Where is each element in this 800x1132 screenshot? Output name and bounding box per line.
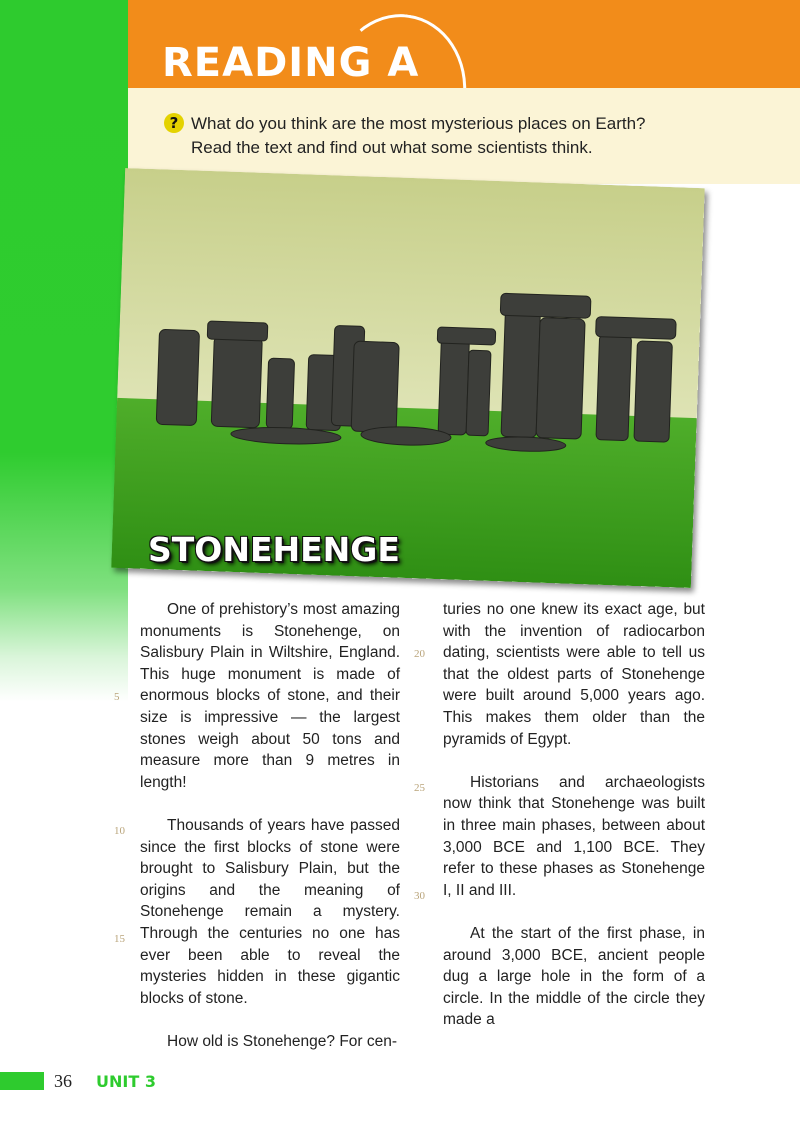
section-title: READING A xyxy=(162,40,420,86)
pre-reading-question xyxy=(191,112,751,160)
paragraph-3: How old is Stonehenge? For cen- xyxy=(167,1032,398,1050)
unit-label: UNIT 3 xyxy=(96,1072,156,1091)
question-mark-icon: ? xyxy=(164,113,184,133)
paragraph-4: Historians and archaeologists now think that Stonehenge was built in three main phases, between about 3,000 BCE and 1,100 BCE. They refer to these phases as Stonehenge I, II and III. xyxy=(443,773,705,899)
line-number: 5 xyxy=(114,691,120,703)
left-green-band xyxy=(0,0,128,1132)
stonehenge-photo xyxy=(111,168,705,588)
line-number: 10 xyxy=(114,825,125,837)
article-column-left xyxy=(140,599,400,1052)
line-number: 15 xyxy=(114,933,125,945)
question-line-2: Read the text and find out what some scientists think. xyxy=(191,138,593,157)
line-number: 20 xyxy=(414,648,425,660)
paragraph-5: At the start of the first phase, in around 3,000 BCE, ancient people dug a large hole in the form of a circle. In the middle of the circle they made a xyxy=(443,924,705,1029)
line-number: 30 xyxy=(414,890,425,902)
article-column-right xyxy=(443,599,705,1031)
paragraph-2: Thousands of years have passed since the first blocks of stone were brought to Salisbury Plain, but the origins and the meaning of Stonehenge remain a mystery. Through the centuries no one has ever been able to reveal the mysteries hidden in these gigantic blocks of stone. xyxy=(140,816,400,1007)
footer-green-bar xyxy=(0,1072,44,1090)
stonehenge-illustration xyxy=(111,168,705,588)
photo-caption: STONEHENGE xyxy=(148,530,400,569)
paragraph-1: One of prehistory’s most amazing monuments is Stonehenge, on Salisbury Plain in Wiltshire, England. This huge monument is made of enormous blocks of stone, and their size is impressive — the largest stones weigh about 50 tons and measure more than 9 metres in length! xyxy=(140,601,400,791)
question-line-1: What do you think are the most mysterious places on Earth? xyxy=(191,114,646,133)
page-number: 36 xyxy=(54,1071,72,1091)
paragraph-3-continued: turies no one knew its exact age, but with the invention of radiocarbon dating, scientists were able to tell us that the oldest parts of Stonehenge were built around 5,000 years ago. This makes them older than the pyramids of Egypt. xyxy=(443,601,705,748)
line-number: 25 xyxy=(414,782,425,794)
